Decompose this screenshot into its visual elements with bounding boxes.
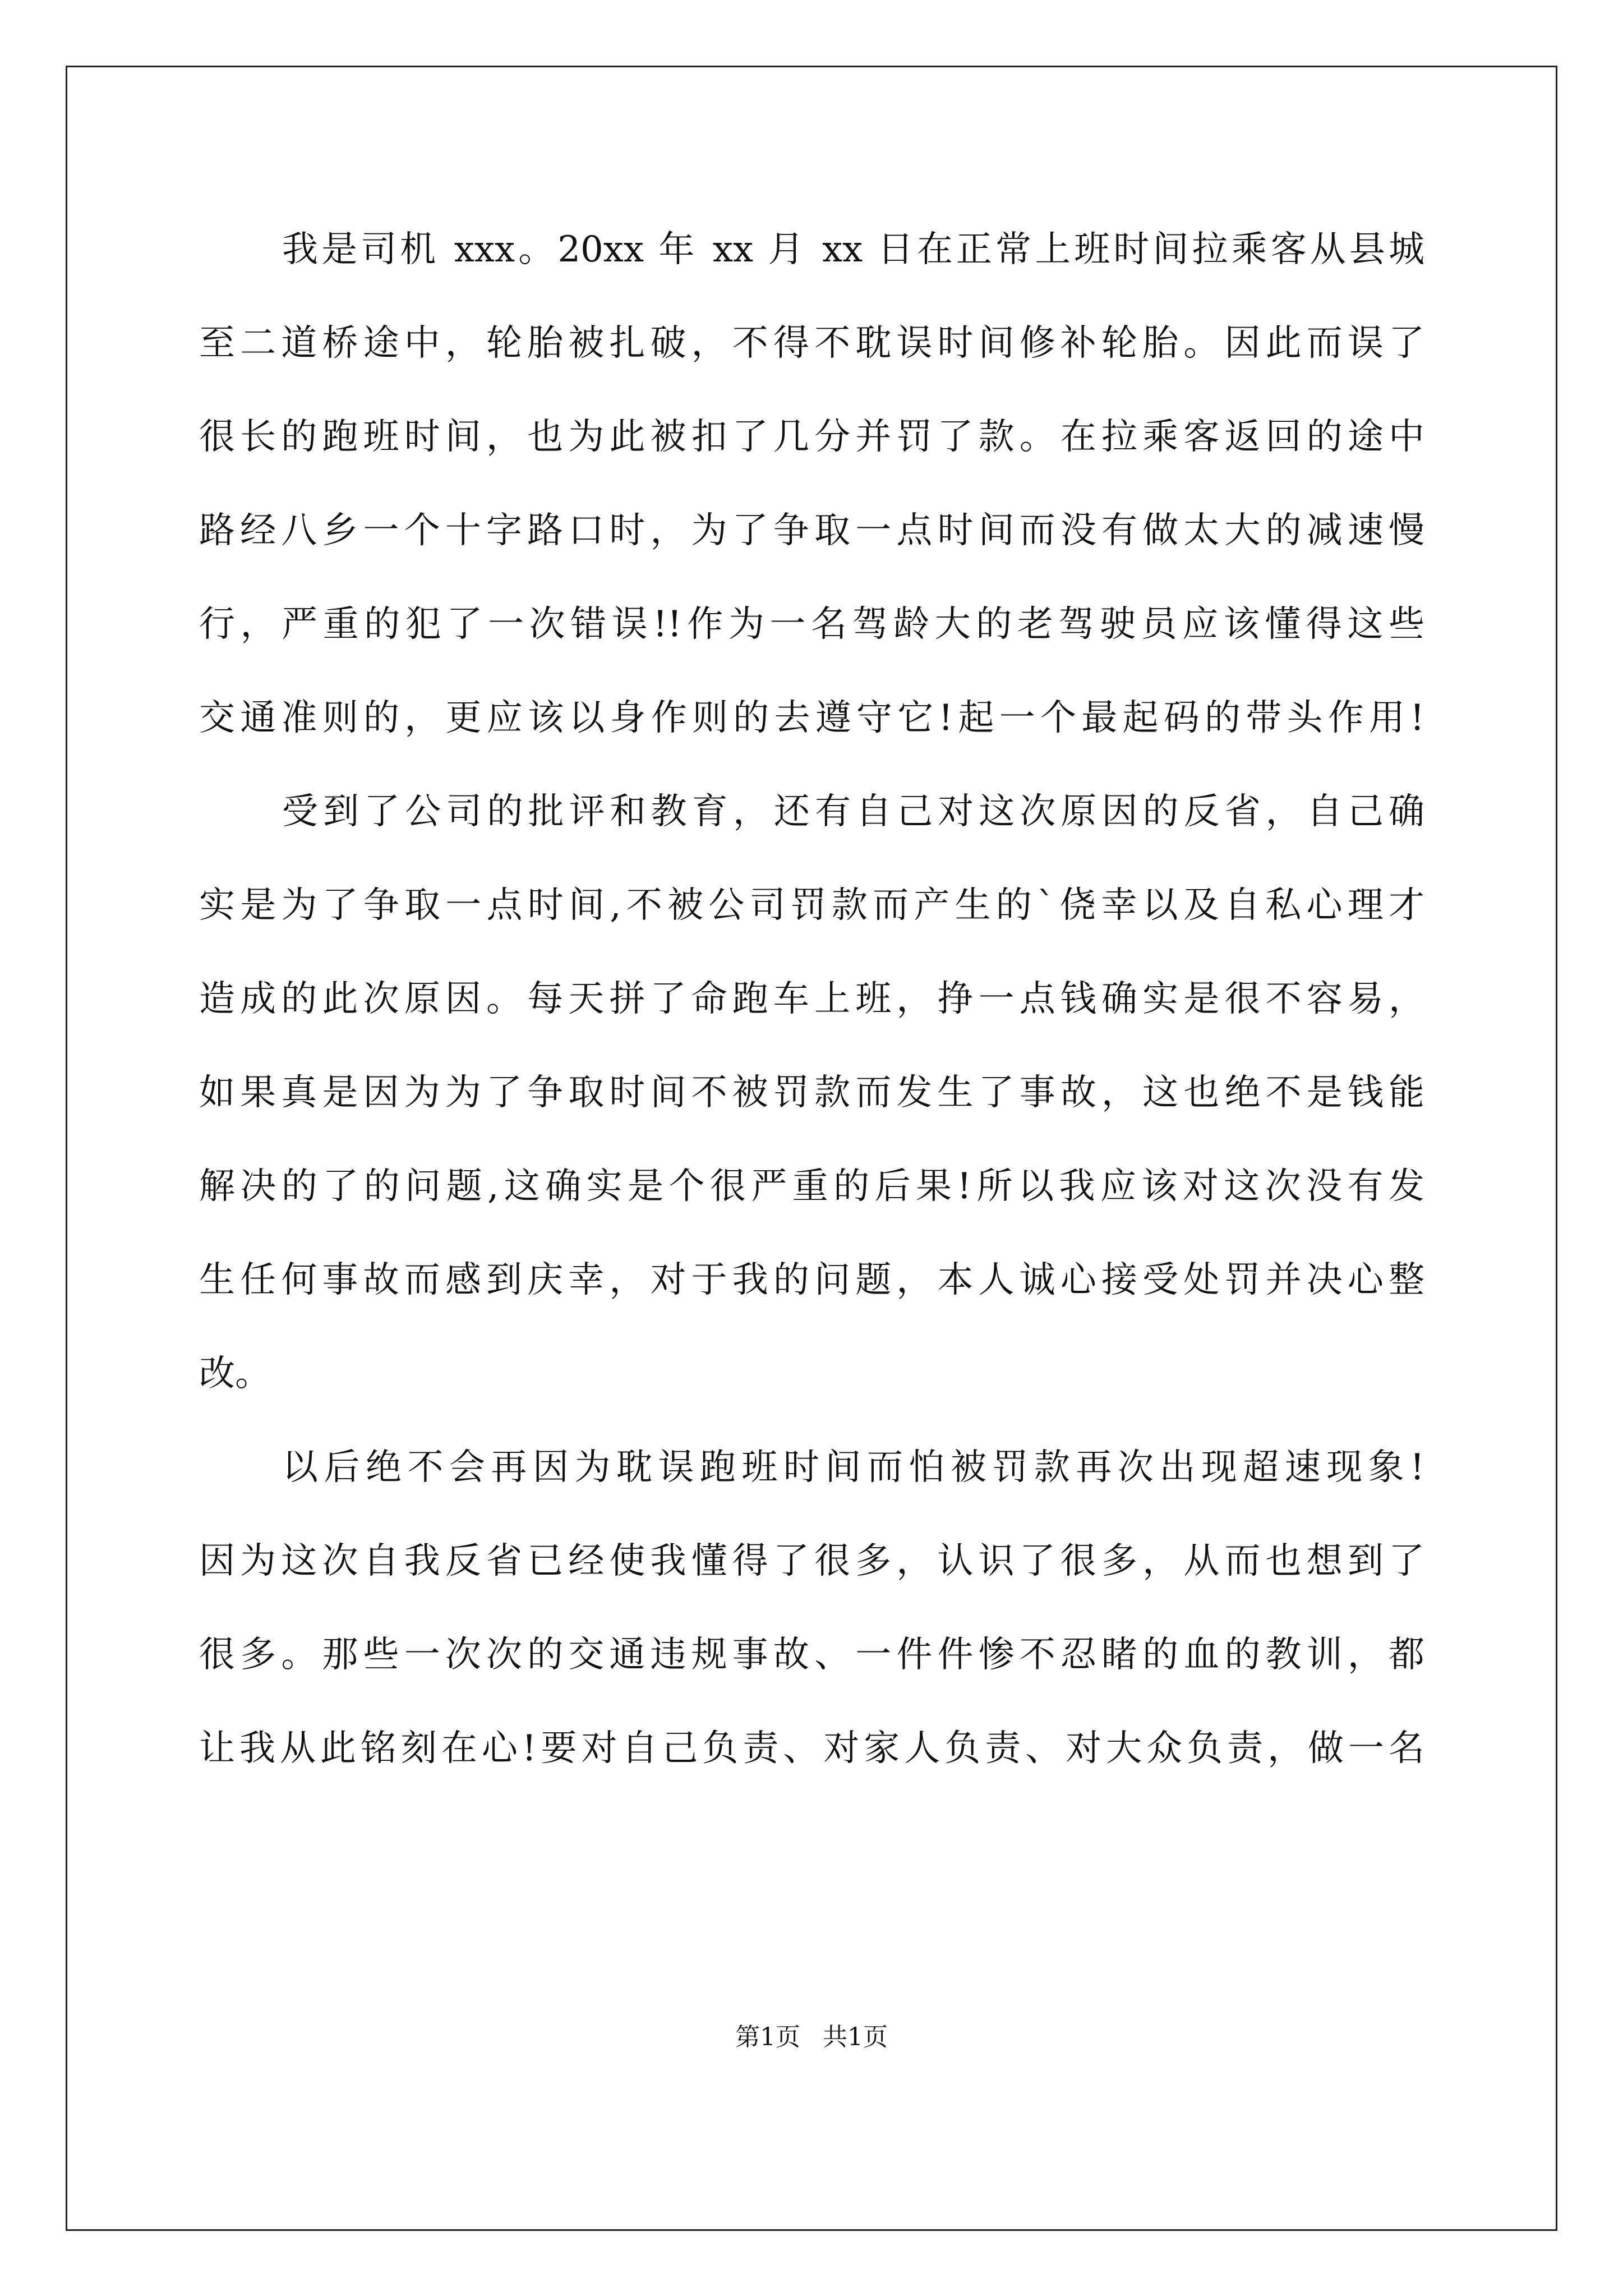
text-line: 很多。那些一次次的交通违规事故、一件件惨不忍睹的血的教训，都 — [199, 1634, 1424, 1676]
text-line: 实是为了争取一点时间,不被公司罚款而产生的`侥幸以及自私心理才 — [199, 885, 1424, 926]
text-line: 受到了公司的批评和教育，还有自己对这次原因的反省，自己确 — [282, 791, 1424, 832]
text-line: 生任何事故而感到庆幸，对于我的问题，本人诚心接受处罚并决心整 — [199, 1259, 1424, 1301]
page-number: 第1页 — [735, 2023, 800, 2051]
text-line: 解决的了的问题,这确实是个很严重的后果!所以我应该对这次没有发 — [199, 1166, 1424, 1207]
text-line: 行，严重的犯了一次错误!!作为一名驾龄大的老驾驶员应该懂得这些 — [199, 604, 1424, 645]
text-line: 很长的跑班时间，也为此被扣了几分并罚了款。在拉乘客返回的途中 — [199, 416, 1424, 458]
text-line: 造成的此次原因。每天拼了命跑车上班，挣一点钱确实是很不容易， — [199, 978, 1424, 1020]
text-line: 让我从此铭刻在心!要对自己负责、对家人负责、对大众负责，做一名 — [199, 1728, 1424, 1769]
page-count: 共1页 — [823, 2023, 888, 2051]
text-line: 至二道桥途中，轮胎被扎破，不得不耽误时间修补轮胎。因此而误了 — [199, 323, 1424, 364]
text-line: 路经八乡一个十字路口时，为了争取一点时间而没有做太大的减速慢 — [199, 510, 1424, 551]
page-footer — [0, 2017, 1623, 2053]
text-line: 我是司机 xxx。20xx 年 xx 月 xx 日在正常上班时间拉乘客从县城 — [282, 229, 1424, 270]
text-line: 因为这次自我反省已经使我懂得了很多，认识了很多，从而也想到了 — [199, 1540, 1424, 1582]
text-line: 以后绝不会再因为耽误跑班时间而怕被罚款再次出现超速现象! — [282, 1447, 1424, 1488]
text-line: 如果真是因为为了争取时间不被罚款而发生了事故，这也绝不是钱能 — [199, 1072, 1424, 1114]
text-line: 交通准则的，更应该以身作则的去遵守它!起一个最起码的带头作用! — [199, 697, 1424, 739]
text-line: 改。 — [199, 1353, 271, 1395]
document-body — [199, 216, 1424, 1809]
